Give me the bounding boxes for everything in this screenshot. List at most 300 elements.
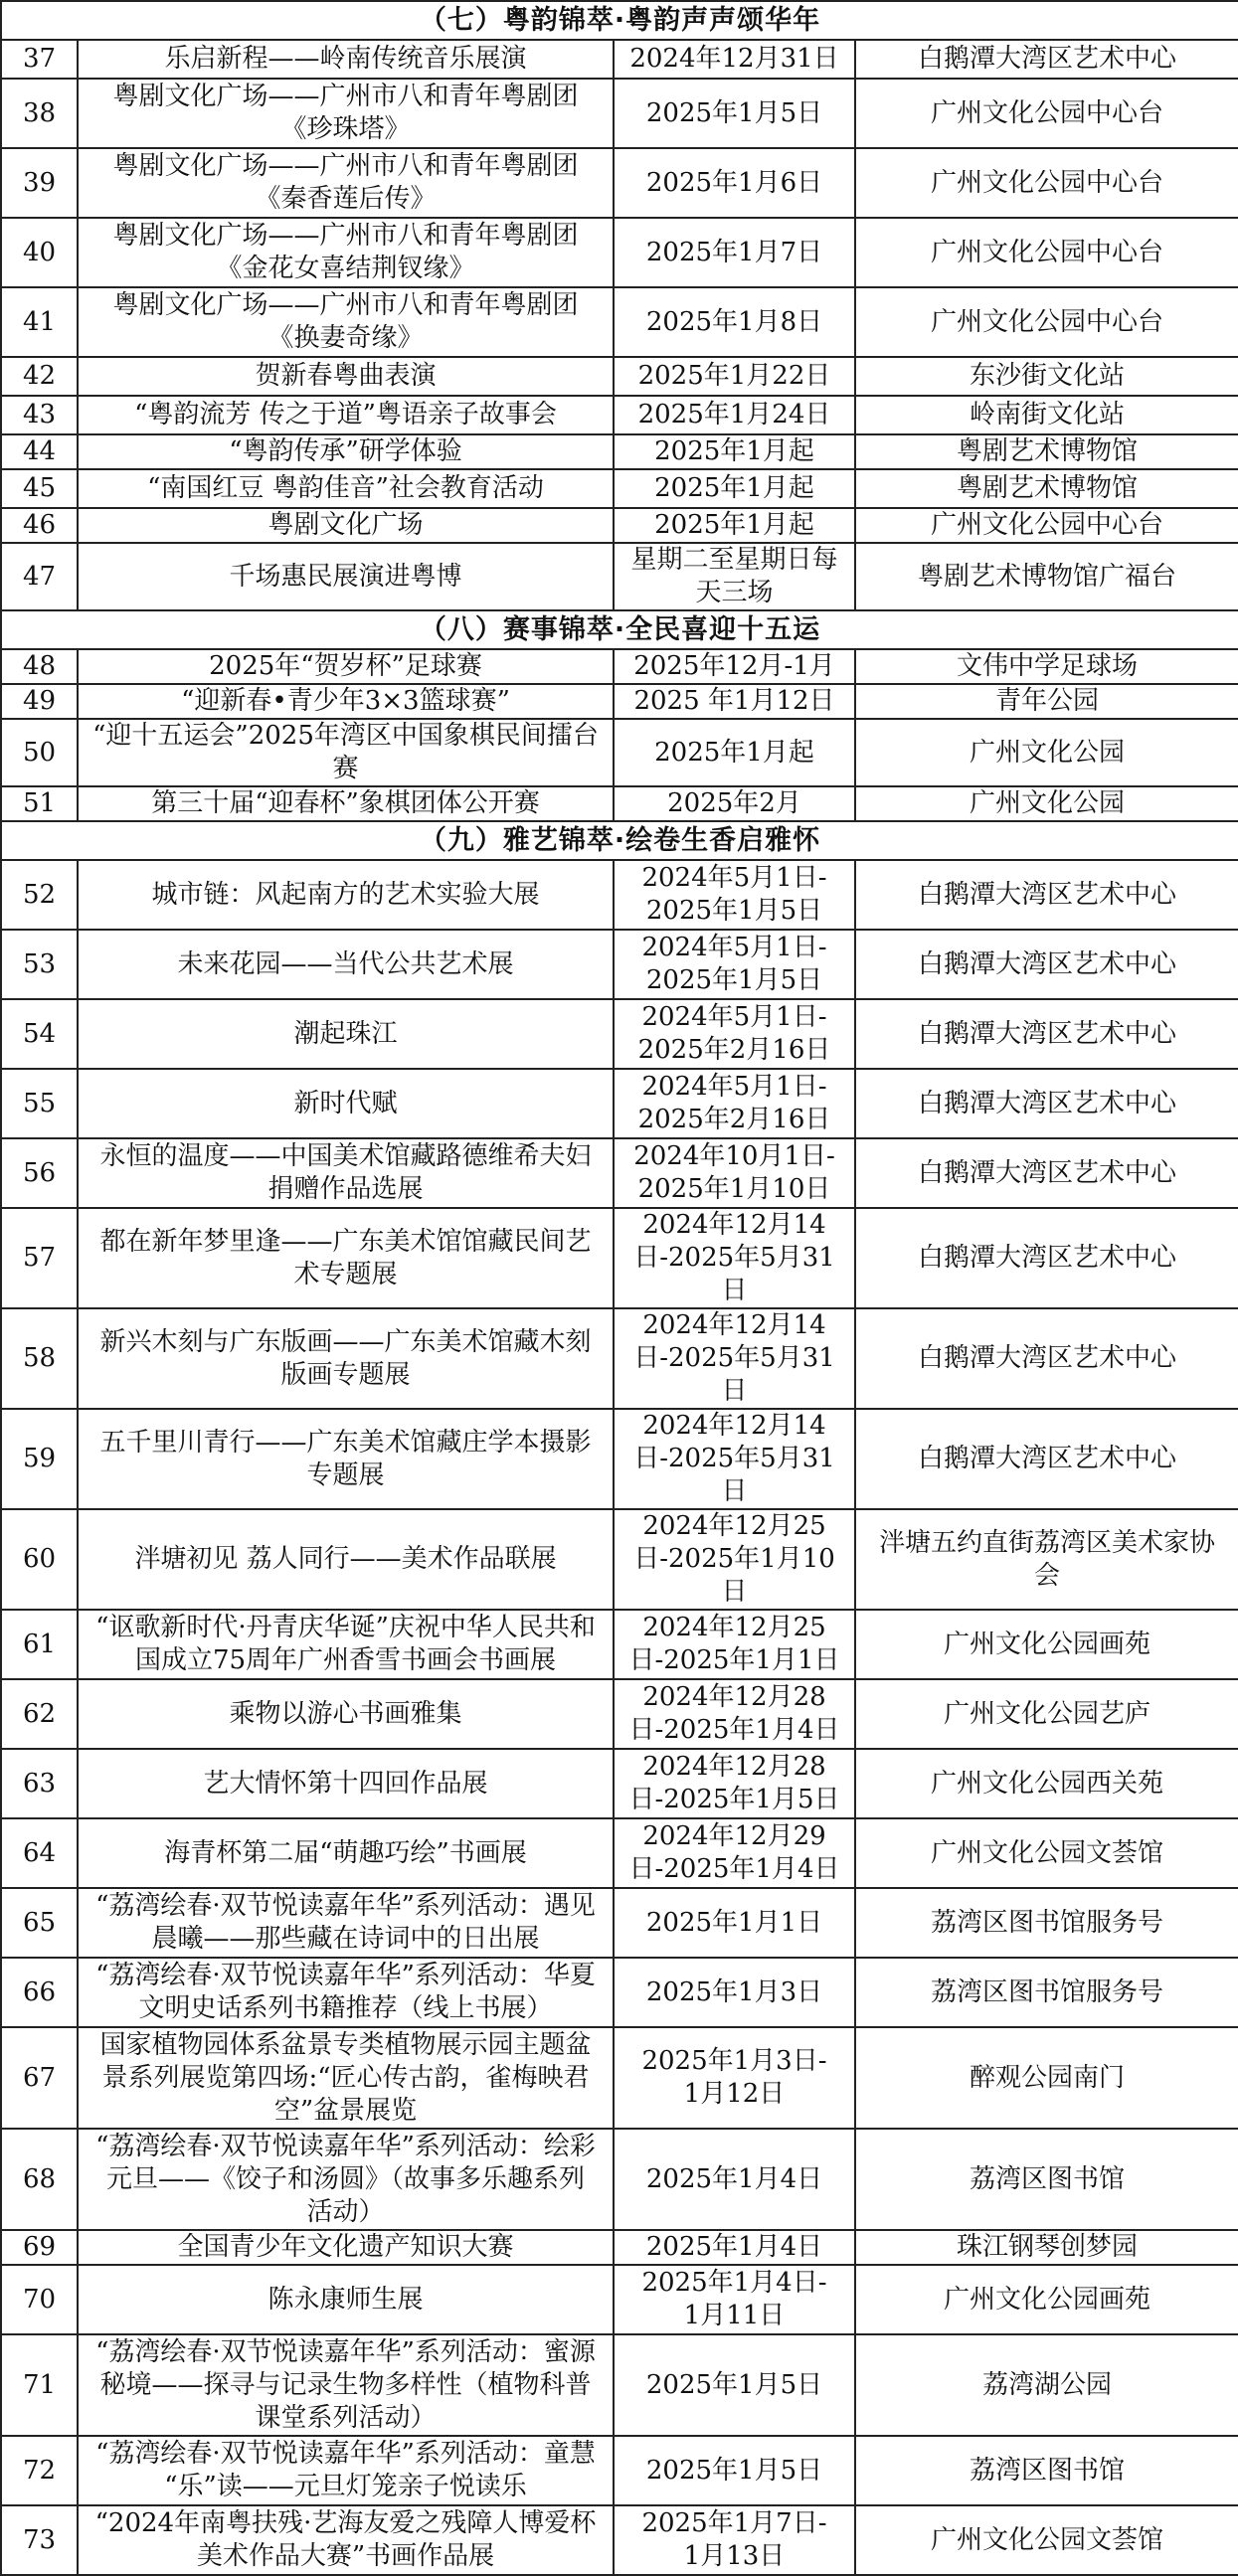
event-date-cell — [614, 1509, 855, 1610]
event-name-line: “荔湾绘春·双节悦读嘉年华”系列活动：遇见 — [95, 1891, 596, 1921]
event-date-cell — [614, 999, 855, 1069]
event-venue-line: 白鹅潭大湾区艺术中心 — [918, 1157, 1177, 1188]
event-name-cell — [78, 2027, 614, 2129]
event-venue-cell — [855, 684, 1238, 719]
event-date-cell — [614, 1818, 855, 1888]
row-number: 49 — [1, 684, 78, 719]
event-name-line: “乐”读——元旦灯笼亲子悦读乐 — [164, 2472, 527, 2501]
event-name-line: 粤剧文化广场——广州市八和青年粤剧团 — [112, 82, 579, 111]
event-venue-line: 广州文化公园中心台 — [931, 306, 1164, 337]
event-venue-line: 荔湾区图书馆服务号 — [931, 1907, 1164, 1938]
event-date-line: 2025年2月 — [667, 788, 801, 818]
event-venue-line: 荔湾湖公园 — [982, 2369, 1113, 2400]
event-venue-cell — [855, 2230, 1238, 2265]
event-name-line: 贺新春粤曲表演 — [255, 361, 437, 391]
event-date-line: 1月12日 — [683, 2079, 786, 2109]
row-number: 72 — [1, 2436, 78, 2505]
event-name-line: 空”盆景展览 — [273, 2095, 418, 2126]
event-name-cell — [78, 1958, 614, 2027]
event-date-line: 2024年10月1日- — [633, 1141, 835, 1171]
table-row — [1, 2505, 1238, 2575]
event-name-line: 国成立75周年广州香雪书画会书画展 — [134, 1645, 557, 1675]
event-date-cell — [614, 148, 855, 218]
event-date-line: 1月11日 — [683, 2301, 786, 2330]
event-date-cell — [614, 1409, 855, 1509]
table-row — [1, 2027, 1238, 2129]
event-name-line: 粤剧文化广场 — [267, 510, 424, 540]
event-venue-cell — [855, 79, 1238, 148]
row-number: 42 — [1, 357, 78, 396]
table-row — [1, 719, 1238, 786]
event-date-line: 2025年2月16日 — [637, 1105, 831, 1134]
event-date-line: 2024年12月14 — [642, 1411, 826, 1441]
event-name-line: “粤韵传承”研学体验 — [229, 436, 462, 466]
row-number: 46 — [1, 508, 78, 543]
row-number: 48 — [1, 649, 78, 684]
row-number: 45 — [1, 469, 78, 508]
event-date-cell — [614, 508, 855, 543]
event-venue-cell — [855, 357, 1238, 396]
event-venue-cell — [855, 40, 1238, 79]
event-date-line: 日-2025年5月31日 — [633, 1243, 835, 1305]
row-number: 44 — [1, 434, 78, 469]
event-venue-cell — [855, 1749, 1238, 1818]
event-venue-cell — [855, 396, 1238, 434]
event-date-line: 2024年12月28 — [642, 1752, 826, 1782]
event-name-line: “荔湾绘春·双节悦读嘉年华”系列活动：华夏 — [95, 1961, 596, 1990]
event-date-line: 天三场 — [695, 578, 774, 607]
event-name-line: “2024年南粤扶残·艺海友爱之残障人博爱杯 — [94, 2508, 597, 2538]
event-date-cell — [614, 649, 855, 684]
event-date-cell — [614, 218, 855, 287]
event-venue-line: 粤剧艺术博物馆广福台 — [918, 561, 1177, 592]
table-row — [1, 1888, 1238, 1958]
event-name-cell — [78, 2230, 614, 2265]
event-date-line: 2024年5月1日- — [641, 933, 827, 962]
event-name-line: 泮塘初见 荔人同行——美术作品联展 — [134, 1544, 557, 1574]
event-name-line: 《珍珠塔》 — [280, 114, 411, 144]
event-date-cell — [614, 1069, 855, 1138]
event-venue-line: 广州文化公园画苑 — [944, 1629, 1151, 1659]
table-row — [1, 649, 1238, 684]
event-name-line: 新兴木刻与广东版画——广东美术馆藏木刻 — [99, 1326, 592, 1357]
event-name-cell — [78, 1069, 614, 1138]
event-name-cell — [78, 1679, 614, 1749]
event-name-line: 赛 — [332, 754, 359, 783]
row-number: 51 — [1, 786, 78, 821]
event-date-line: 星期二至星期日每 — [630, 545, 838, 575]
event-date-line: 2025年1月5日 — [645, 97, 823, 128]
event-name-cell — [78, 1509, 614, 1610]
event-name-line: 《金花女喜结荆钗缘》 — [216, 254, 475, 283]
event-name-line: 版画专题展 — [280, 1359, 411, 1390]
table-row — [1, 1958, 1238, 2027]
event-venue-cell — [855, 1208, 1238, 1308]
event-date-line: 2024年5月1日- — [641, 863, 827, 893]
row-number: 63 — [1, 1749, 78, 1818]
table-row — [1, 1509, 1238, 1610]
event-date-cell — [614, 396, 855, 434]
section-header-row — [1, 1, 1238, 40]
row-number: 37 — [1, 40, 78, 79]
table-row — [1, 2230, 1238, 2265]
event-name-cell — [78, 860, 614, 930]
event-name-line: 捐赠作品选展 — [267, 1174, 424, 1204]
event-date-line: 2025年1月5日 — [645, 2369, 823, 2400]
event-date-cell — [614, 1610, 855, 1679]
event-name-cell — [78, 218, 614, 287]
event-venue-line: 荔湾区图书馆 — [970, 2455, 1126, 2486]
event-venue-cell — [855, 999, 1238, 1069]
event-venue-line: 白鹅潭大湾区艺术中心 — [918, 1018, 1177, 1049]
event-name-cell — [78, 1308, 614, 1409]
event-name-line: 术专题展 — [293, 1259, 398, 1289]
event-date-line: 2024年12月25 — [642, 1511, 826, 1541]
event-date-line: 2025年1月4日 — [645, 2232, 823, 2262]
table-row — [1, 1749, 1238, 1818]
event-date-line: 2025年1月22日 — [637, 361, 831, 391]
event-date-line: 2025年1月起 — [654, 737, 814, 768]
event-name-line: 永恒的温度——中国美术馆藏路德维希夫妇 — [99, 1141, 592, 1171]
row-number: 56 — [1, 1138, 78, 1208]
row-number: 54 — [1, 999, 78, 1069]
table-row — [1, 999, 1238, 1069]
event-date-line: 2025年1月起 — [654, 510, 814, 540]
event-date-cell — [614, 930, 855, 999]
table-row — [1, 2436, 1238, 2505]
table-row — [1, 2334, 1238, 2436]
event-name-cell — [78, 649, 614, 684]
event-name-line: “荔湾绘春·双节悦读嘉年华”系列活动：蜜源 — [95, 2336, 596, 2367]
event-name-cell — [78, 684, 614, 719]
event-date-line: 2025年1月3日 — [645, 1976, 823, 2007]
event-venue-cell — [855, 1069, 1238, 1138]
event-date-cell — [614, 2334, 855, 2436]
section-header-row — [1, 610, 1238, 649]
event-date-line: 2025年1月7日- — [641, 2508, 827, 2538]
event-name-line: 乐启新程——岭南传统音乐展演 — [164, 44, 527, 74]
event-venue-cell — [855, 2436, 1238, 2505]
event-venue-line: 粤剧艺术博物馆 — [957, 436, 1139, 466]
section-title: （八）赛事锦萃·全民喜迎十五运 — [1, 610, 1238, 649]
event-name-cell — [78, 434, 614, 469]
event-venue-cell — [855, 1509, 1238, 1610]
row-number: 53 — [1, 930, 78, 999]
event-venue-line: 东沙街文化站 — [970, 361, 1126, 391]
event-date-line: 2025年1月10日 — [637, 1174, 831, 1204]
row-number: 57 — [1, 1208, 78, 1308]
row-number: 66 — [1, 1958, 78, 2027]
event-name-line: “讴歌新时代·丹青庆华诞”庆祝中华人民共和 — [95, 1613, 596, 1642]
event-venue-cell — [855, 786, 1238, 821]
row-number: 70 — [1, 2265, 78, 2334]
event-date-line: 日-2025年5月31日 — [633, 1444, 835, 1506]
event-name-cell — [78, 2505, 614, 2575]
event-date-line: 2025年12月-1月 — [633, 651, 835, 681]
event-date-line: 1月13日 — [683, 2541, 786, 2571]
event-date-cell — [614, 1679, 855, 1749]
event-name-line: 乘物以游心书画雅集 — [229, 1698, 462, 1729]
event-date-line: 日-2025年1月4日 — [628, 1715, 840, 1745]
event-name-cell — [78, 1409, 614, 1509]
event-venue-line: 广州文化公园 — [970, 788, 1126, 818]
event-venue-line: 泮塘五约直街荔湾区美术家协 — [879, 1527, 1216, 1558]
table-row — [1, 930, 1238, 999]
event-name-line: 第三十届“迎春杯”象棋团体公开赛 — [151, 788, 540, 818]
event-venue-line: 会 — [1034, 1560, 1061, 1591]
event-name-cell — [78, 543, 614, 610]
event-venue-line: 广州文化公园西关苑 — [931, 1768, 1164, 1799]
event-venue-line: 广州文化公园艺庐 — [944, 1698, 1151, 1729]
table-row — [1, 396, 1238, 434]
event-name-cell — [78, 719, 614, 786]
table-row — [1, 287, 1238, 357]
row-number: 65 — [1, 1888, 78, 1958]
section-title: （七）粤韵锦萃·粤韵声声颂华年 — [1, 1, 1238, 40]
event-date-line: 2024年12月25 — [642, 1613, 826, 1642]
event-name-cell — [78, 786, 614, 821]
event-date-cell — [614, 1749, 855, 1818]
table-row — [1, 1138, 1238, 1208]
event-venue-cell — [855, 1888, 1238, 1958]
event-date-cell — [614, 2436, 855, 2505]
event-date-line: 日-2025年1月10日 — [633, 1544, 835, 1607]
event-venue-line: 白鹅潭大湾区艺术中心 — [918, 879, 1177, 910]
event-venue-cell — [855, 543, 1238, 610]
event-date-cell — [614, 719, 855, 786]
table-row — [1, 1208, 1238, 1308]
event-name-cell — [78, 1208, 614, 1308]
event-venue-line: 珠江钢琴创梦园 — [957, 2232, 1139, 2262]
event-date-line: 2025年1月5日 — [645, 2455, 823, 2486]
event-venue-cell — [855, 434, 1238, 469]
event-date-cell — [614, 2505, 855, 2575]
event-date-line: 日-2025年1月5日 — [628, 1785, 840, 1814]
event-name-cell — [78, 469, 614, 508]
event-date-line: 2024年12月31日 — [629, 44, 839, 74]
event-date-line: 日-2025年1月4日 — [628, 1854, 840, 1884]
table-row — [1, 543, 1238, 610]
event-venue-cell — [855, 2129, 1238, 2230]
row-number: 59 — [1, 1409, 78, 1509]
row-number: 40 — [1, 218, 78, 287]
event-name-line: 城市链：风起南方的艺术实验大展 — [151, 879, 540, 910]
event-date-line: 2025年1月1日 — [645, 1907, 823, 1938]
event-name-line: 美术作品大赛”书画作品展 — [196, 2541, 495, 2571]
event-name-line: “南国红豆 粤韵佳音”社会教育活动 — [147, 473, 544, 503]
event-name-line: 五千里川青行——广东美术馆藏庄学本摄影 — [99, 1427, 592, 1458]
event-name-line: 《秦香莲后传》 — [255, 184, 437, 214]
event-date-line: 2024年12月14 — [642, 1310, 826, 1340]
row-number: 60 — [1, 1509, 78, 1610]
table-row — [1, 357, 1238, 396]
event-name-line: 都在新年梦里逢——广东美术馆馆藏民间艺 — [99, 1226, 592, 1257]
event-name-line: 景系列展览第四场:“匠心传古韵，雀梅映君 — [101, 2062, 590, 2093]
event-venue-line: 粤剧艺术博物馆 — [957, 473, 1139, 503]
event-venue-line: 白鹅潭大湾区艺术中心 — [918, 1343, 1177, 1373]
table-row — [1, 1069, 1238, 1138]
event-venue-cell — [855, 1409, 1238, 1509]
event-date-line: 2024年12月14 — [642, 1210, 826, 1240]
event-name-cell — [78, 79, 614, 148]
event-name-line: 文明史话系列书籍推荐（线上书展） — [138, 1993, 553, 2023]
row-number: 43 — [1, 396, 78, 434]
event-date-line: 日-2025年1月1日 — [628, 1645, 840, 1675]
event-venue-cell — [855, 287, 1238, 357]
event-venue-line: 广州文化公园画苑 — [944, 2284, 1151, 2315]
event-venue-line: 白鹅潭大湾区艺术中心 — [918, 1243, 1177, 1273]
event-name-cell — [78, 2265, 614, 2334]
table-row — [1, 1409, 1238, 1509]
event-venue-cell — [855, 2027, 1238, 2129]
event-name-cell — [78, 1818, 614, 1888]
table-row — [1, 2265, 1238, 2334]
event-date-cell — [614, 2265, 855, 2334]
event-name-line: 海青杯第二届“萌趣巧绘”书画展 — [164, 1837, 527, 1868]
event-venue-cell — [855, 148, 1238, 218]
event-name-cell — [78, 40, 614, 79]
event-venue-cell — [855, 469, 1238, 508]
event-date-cell — [614, 1958, 855, 2027]
event-venue-line: 荔湾区图书馆服务号 — [931, 1976, 1164, 2007]
event-venue-cell — [855, 649, 1238, 684]
row-number: 69 — [1, 2230, 78, 2265]
table-row — [1, 508, 1238, 543]
table-row — [1, 786, 1238, 821]
event-date-cell — [614, 2027, 855, 2129]
table-row — [1, 2129, 1238, 2230]
event-date-line: 2024年12月29 — [642, 1821, 826, 1851]
event-venue-line: 青年公园 — [995, 686, 1100, 716]
event-venue-cell — [855, 508, 1238, 543]
event-name-line: 专题展 — [306, 1460, 385, 1490]
event-name-line: “迎十五运会”2025年湾区中国象棋民间擂台 — [92, 721, 599, 751]
event-venue-cell — [855, 218, 1238, 287]
event-name-cell — [78, 930, 614, 999]
row-number: 41 — [1, 287, 78, 357]
event-venue-cell — [855, 2505, 1238, 2575]
event-name-line: “荔湾绘春·双节悦读嘉年华”系列活动：童慧 — [95, 2439, 596, 2469]
table-row — [1, 469, 1238, 508]
event-date-line: 日-2025年5月31日 — [633, 1343, 835, 1406]
event-name-line: 千场惠民展演进粤博 — [229, 561, 462, 592]
event-name-line: 2025年“贺岁杯”足球赛 — [209, 651, 482, 681]
row-number: 50 — [1, 719, 78, 786]
event-date-line: 2025年1月起 — [654, 436, 814, 466]
event-venue-line: 白鹅潭大湾区艺术中心 — [918, 1088, 1177, 1118]
event-name-line: 陈永康师生展 — [267, 2284, 424, 2315]
table-row — [1, 1818, 1238, 1888]
event-venue-line: 岭南街文化站 — [970, 400, 1126, 429]
row-number: 68 — [1, 2129, 78, 2230]
event-name-line: 国家植物园体系盆景专类植物展示园主题盆 — [99, 2029, 592, 2060]
event-venue-line: 醉观公园南门 — [970, 2062, 1126, 2093]
table-row — [1, 218, 1238, 287]
event-venue-cell — [855, 1138, 1238, 1208]
row-number: 61 — [1, 1610, 78, 1679]
event-venue-line: 白鹅潭大湾区艺术中心 — [918, 44, 1177, 74]
event-venue-line: 白鹅潭大湾区艺术中心 — [918, 1444, 1177, 1473]
row-number: 64 — [1, 1818, 78, 1888]
event-name-line: 新时代赋 — [293, 1088, 398, 1118]
event-name-cell — [78, 1610, 614, 1679]
row-number: 38 — [1, 79, 78, 148]
event-name-line: 课堂系列活动） — [255, 2402, 437, 2433]
event-date-line: 2025年1月4日 — [645, 2163, 823, 2194]
row-number: 55 — [1, 1069, 78, 1138]
event-name-cell — [78, 396, 614, 434]
event-venue-cell — [855, 2334, 1238, 2436]
row-number: 39 — [1, 148, 78, 218]
section-header-row — [1, 821, 1238, 860]
table-row — [1, 434, 1238, 469]
event-name-line: “粤韵流芳 传之于道”粤语亲子故事会 — [134, 400, 557, 429]
event-name-cell — [78, 508, 614, 543]
event-venue-line: 文伟中学足球场 — [957, 651, 1139, 681]
event-date-cell — [614, 1208, 855, 1308]
event-date-cell — [614, 1138, 855, 1208]
event-name-cell — [78, 1749, 614, 1818]
event-name-line: “迎新春•青少年3×3篮球赛” — [181, 686, 510, 716]
event-name-line: “荔湾绘春·双节悦读嘉年华”系列活动：绘彩 — [95, 2131, 596, 2161]
event-date-cell — [614, 469, 855, 508]
event-date-cell — [614, 786, 855, 821]
row-number: 71 — [1, 2334, 78, 2436]
event-date-cell — [614, 860, 855, 930]
event-venue-cell — [855, 2265, 1238, 2334]
event-name-line: 粤剧文化广场——广州市八和青年粤剧团 — [112, 151, 579, 181]
row-number: 58 — [1, 1308, 78, 1409]
row-number: 67 — [1, 2027, 78, 2129]
event-date-cell — [614, 40, 855, 79]
event-name-line: 秘境——探寻与记录生物多样性（植物科普 — [99, 2369, 592, 2400]
events-table-body — [1, 1, 1238, 2575]
event-name-cell — [78, 148, 614, 218]
event-venue-cell — [855, 1818, 1238, 1888]
section-title: （九）雅艺锦萃·绘卷生香启雅怀 — [1, 821, 1238, 860]
event-venue-line: 白鹅潭大湾区艺术中心 — [918, 948, 1177, 979]
event-name-line: 未来花园——当代公共艺术展 — [177, 948, 514, 979]
event-date-line: 2025年1月5日 — [645, 896, 823, 926]
event-date-line: 2024年5月1日- — [641, 1072, 827, 1102]
event-venue-cell — [855, 860, 1238, 930]
event-name-line: 活动） — [306, 2196, 385, 2227]
event-date-line: 2025年1月8日 — [645, 306, 823, 337]
event-date-cell — [614, 434, 855, 469]
event-date-cell — [614, 2129, 855, 2230]
table-row — [1, 148, 1238, 218]
event-venue-cell — [855, 1679, 1238, 1749]
event-venue-line: 广州文化公园中心台 — [931, 97, 1164, 128]
event-venue-line: 广州文化公园文荟馆 — [931, 1837, 1164, 1868]
event-name-cell — [78, 287, 614, 357]
event-venue-cell — [855, 930, 1238, 999]
event-date-cell — [614, 543, 855, 610]
event-date-cell — [614, 1888, 855, 1958]
event-date-line: 2025年1月6日 — [645, 167, 823, 198]
event-name-cell — [78, 2436, 614, 2505]
event-name-cell — [78, 357, 614, 396]
event-date-cell — [614, 79, 855, 148]
event-date-line: 2025年2月16日 — [637, 1035, 831, 1065]
table-row — [1, 860, 1238, 930]
event-name-line: 艺大情怀第十四回作品展 — [203, 1768, 488, 1799]
event-date-cell — [614, 684, 855, 719]
event-venue-cell — [855, 1958, 1238, 2027]
event-date-line: 2025 年1月12日 — [633, 686, 835, 716]
event-name-line: 全国青少年文化遗产知识大赛 — [177, 2232, 514, 2262]
row-number: 52 — [1, 860, 78, 930]
